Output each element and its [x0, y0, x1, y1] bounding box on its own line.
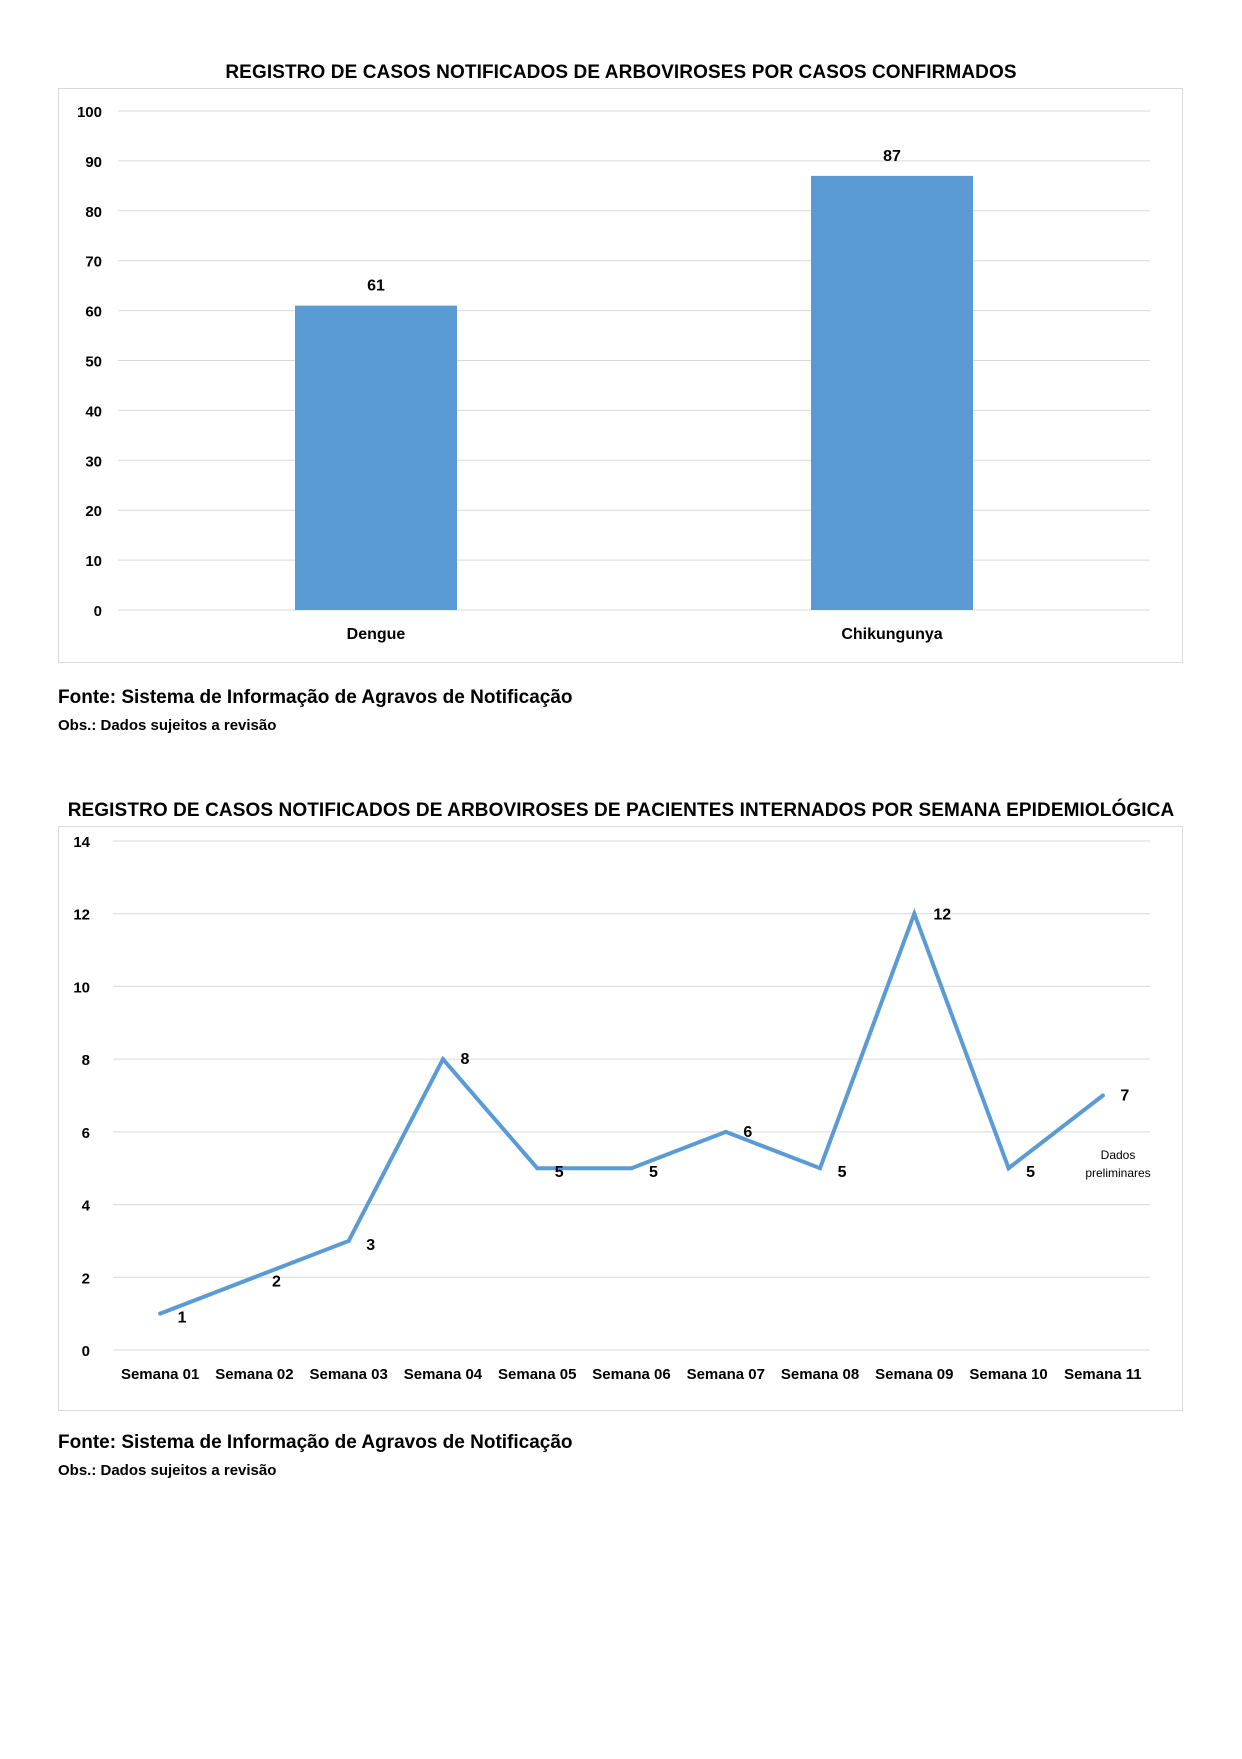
line-category-label: Semana 03: [309, 1366, 388, 1383]
bar-category-label: Chikungunya: [841, 626, 943, 643]
line-category-label: Semana 07: [686, 1366, 765, 1383]
line-category-label: Semana 04: [403, 1366, 483, 1383]
line-category-label: Semana 08: [780, 1366, 860, 1383]
line-data-label: 5: [1026, 1164, 1036, 1182]
line-data-label: 5: [649, 1164, 658, 1182]
line-category-label: Semana 02: [215, 1366, 294, 1383]
line-chart-title: REGISTRO DE CASOS NOTIFICADOS DE ARBOVIROSES DE PACIENTES INTERNADOS POR SEMANA EPIDEMIOLÓGICA: [67, 800, 1175, 821]
line-point: [1101, 1094, 1105, 1098]
line-y-tick-label: 10: [73, 979, 90, 997]
bar-y-tick-label: 60: [85, 303, 102, 321]
bar-y-tick-label: 20: [85, 503, 102, 521]
line-data-label: 12: [933, 906, 952, 924]
bar-y-tick-label: 80: [85, 203, 102, 221]
line-y-tick-label: 14: [73, 834, 90, 851]
preliminary-note-line1: Dados: [1100, 1148, 1136, 1162]
line-y-tick-label: 12: [73, 906, 90, 924]
line-category-label: Semana 05: [498, 1366, 577, 1383]
line-category-label: Semana 01: [120, 1366, 200, 1383]
bar-data-label: 87: [883, 147, 901, 165]
bar-y-tick-label: 40: [85, 403, 102, 421]
preliminary-note-line2: preliminares: [1085, 1166, 1151, 1180]
bar-y-tick-label: 0: [93, 603, 102, 620]
bar-data-label: 61: [367, 277, 385, 295]
obs-note-1: Obs.: Dados sujeitos a revisão: [58, 717, 277, 734]
obs-note-2: Obs.: Dados sujeitos a revisão: [58, 1462, 277, 1479]
line-data-label: 7: [1120, 1087, 1130, 1105]
line-y-tick-label: 4: [81, 1197, 90, 1215]
line-data-label: 3: [366, 1236, 376, 1254]
line-point: [724, 1130, 728, 1134]
line-point: [818, 1166, 822, 1170]
line-y-tick-label: 8: [81, 1052, 90, 1070]
line-category-label: Semana 09: [875, 1366, 954, 1383]
bar-chart-title: REGISTRO DE CASOS NOTIFICADOS DE ARBOVIROSES POR CASOS CONFIRMADOS: [225, 62, 1017, 83]
line-y-tick-label: 2: [81, 1270, 90, 1288]
line-data-label: 5: [554, 1164, 564, 1182]
line-series: [160, 914, 1103, 1314]
line-data-label: 5: [837, 1164, 847, 1182]
line-category-label: Semana 06: [592, 1366, 671, 1383]
line-point: [158, 1312, 162, 1316]
line-category-label: Semana 10: [969, 1366, 1048, 1383]
line-point: [630, 1166, 634, 1170]
line-data-label: 6: [743, 1123, 753, 1141]
bar-y-tick-label: 100: [76, 104, 102, 121]
bar-y-tick-label: 10: [85, 553, 102, 571]
source-note-1: Fonte: Sistema de Informação de Agravos de Notificação: [58, 687, 573, 708]
line-category-label: Semana 11: [1064, 1366, 1142, 1383]
line-data-label: 1: [177, 1309, 187, 1327]
line-point: [535, 1166, 539, 1170]
line-point: [912, 912, 916, 916]
line-data-label: 8: [460, 1051, 470, 1069]
bar-y-tick-label: 70: [85, 253, 102, 271]
bar-y-tick-label: 90: [85, 153, 102, 171]
bar-y-tick-label: 50: [85, 353, 102, 371]
line-y-tick-label: 0: [81, 1343, 90, 1360]
source-note-2: Fonte: Sistema de Informação de Agravos de Notificação: [58, 1432, 573, 1453]
line-point: [1007, 1166, 1011, 1170]
line-data-label: 2: [271, 1273, 281, 1291]
bar-category-label: Dengue: [346, 626, 406, 643]
line-point: [252, 1275, 256, 1279]
line-point: [441, 1057, 445, 1061]
bar-y-tick-label: 30: [85, 453, 102, 471]
line-point: [347, 1239, 351, 1243]
line-y-tick-label: 6: [81, 1124, 90, 1142]
